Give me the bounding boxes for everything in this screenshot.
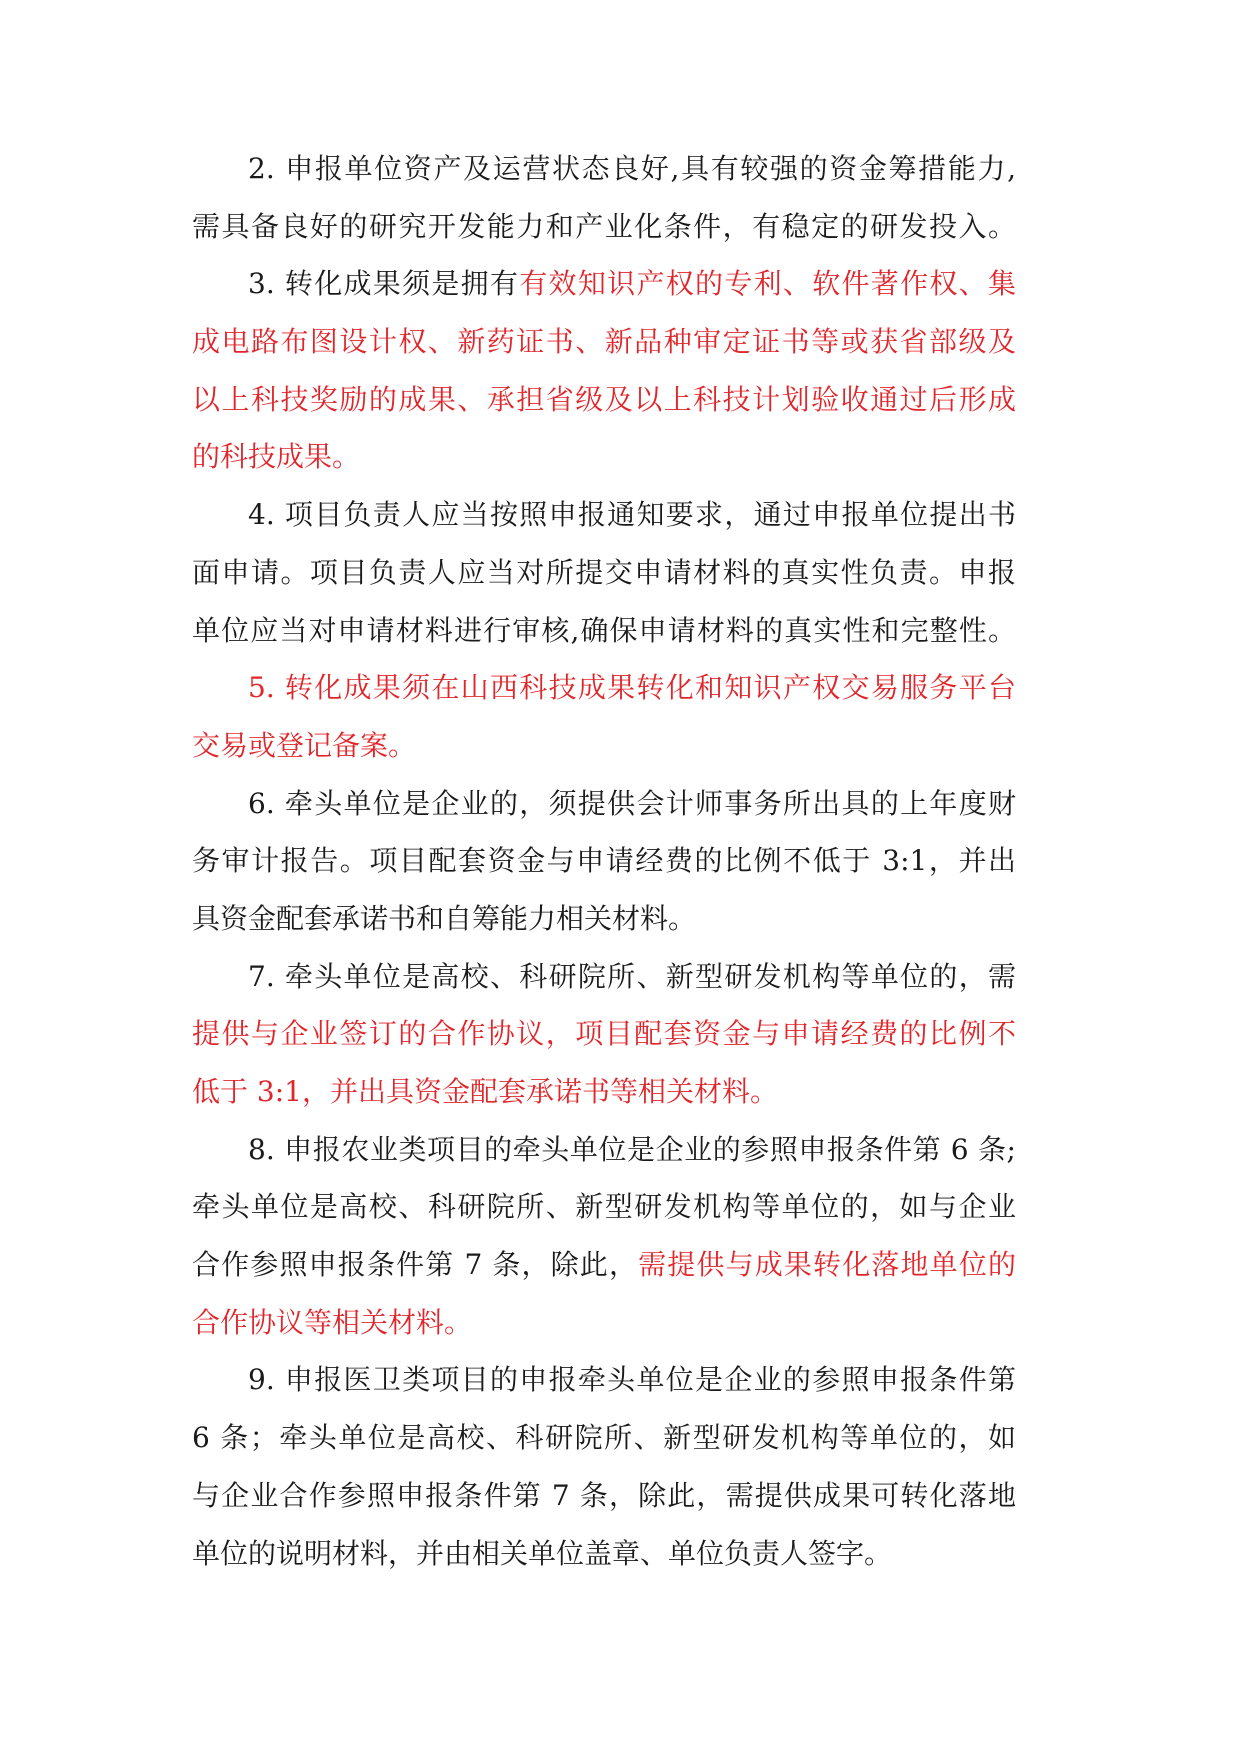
highlighted-text: 以上科技奖励的成果、承担省级及以上科技计划验收通过后形成	[192, 382, 1016, 416]
paragraph-line	[192, 371, 1016, 429]
body-text: 需具备良好的研究开发能力和产业化条件，有稳定的研发投入。	[192, 209, 1016, 243]
body-text: 9. 申报医卫类项目的申报牵头单位是企业的参照申报条件第	[248, 1363, 1016, 1397]
paragraph-line	[192, 140, 1016, 198]
paragraph-line	[192, 1467, 1016, 1525]
paragraph-line	[192, 1236, 1016, 1294]
paragraph-line	[192, 775, 1016, 833]
body-text: 7. 牵头单位是高校、科研院所、新型研发机构等单位的，需	[248, 959, 1016, 993]
paragraph-line	[192, 890, 1016, 948]
highlighted-text: 5. 转化成果须在山西科技成果转化和知识产权交易服务平台	[248, 671, 1016, 705]
highlighted-text: 成电路布图设计权、新药证书、新品种审定证书等或获省部级及	[192, 325, 1016, 359]
paragraph-line	[192, 659, 1016, 717]
highlighted-text: 低于 3:1，并出具资金配套承诺书等相关材料。	[192, 1075, 778, 1108]
paragraph-line	[192, 1063, 1016, 1121]
paragraph-line	[192, 198, 1016, 256]
paragraph-line	[192, 1294, 1016, 1352]
paragraph-line	[192, 1409, 1016, 1467]
body-text: 6. 牵头单位是企业的，须提供会计师事务所出具的上年度财	[248, 786, 1016, 820]
paragraph-line	[192, 717, 1016, 775]
highlighted-text: 交易或登记备案。	[192, 728, 417, 762]
body-text: 8. 申报农业类项目的牵头单位是企业的参照申报条件第 6 条;	[248, 1132, 1016, 1166]
paragraph-line	[192, 1121, 1016, 1179]
body-text: 与企业合作参照申报条件第 7 条，除此，需提供成果可转化落地	[192, 1478, 1016, 1512]
body-text: 2. 申报单位资产及运营状态良好,具有较强的资金筹措能力,	[248, 152, 1016, 185]
document-body	[192, 140, 1016, 1582]
paragraph-line	[192, 948, 1016, 1006]
body-text: 4. 项目负责人应当按照申报通知要求，通过申报单位提出书	[248, 498, 1016, 532]
body-text: 具资金配套承诺书和自筹能力相关材料。	[192, 901, 697, 935]
body-text: 6 条；牵头单位是高校、科研院所、新型研发机构等单位的，如	[192, 1421, 1016, 1455]
body-text: 面申请。项目负责人应当对所提交申请材料的真实性负责。申报	[192, 555, 1016, 589]
paragraph-line	[192, 255, 1016, 313]
highlighted-text: 有效知识产权的专利、软件著作权、集	[519, 267, 1016, 301]
paragraph-line	[192, 1525, 1016, 1583]
highlighted-text: 合作协议等相关材料。	[192, 1305, 473, 1339]
paragraph-line	[192, 1005, 1016, 1063]
paragraph-line	[192, 428, 1016, 486]
highlighted-text: 提供与企业签订的合作协议，项目配套资金与申请经费的比例不	[192, 1017, 1016, 1051]
paragraph-line	[192, 486, 1016, 544]
paragraph-line	[192, 544, 1016, 602]
body-text: 单位的说明材料，并由相关单位盖章、单位负责人签字。	[192, 1536, 893, 1570]
body-text: 3. 转化成果须是拥有	[248, 267, 520, 301]
body-text: 务审计报告。项目配套资金与申请经费的比例不低于 3:1，并出	[192, 844, 1016, 878]
body-text: 单位应当对申请材料进行审核,确保申请材料的真实性和完整性。	[192, 613, 1016, 647]
paragraph-line	[192, 313, 1016, 371]
paragraph-line	[192, 1178, 1016, 1236]
body-text: 合作参照申报条件第 7 条，除此，	[192, 1248, 639, 1282]
paragraph-line	[192, 832, 1016, 890]
body-text: 牵头单位是高校、科研院所、新型研发机构等单位的，如与企业	[192, 1190, 1016, 1224]
highlighted-text: 的科技成果。	[192, 440, 361, 474]
paragraph-line	[192, 602, 1016, 660]
paragraph-line	[192, 1351, 1016, 1409]
highlighted-text: 需提供与成果转化落地单位的	[638, 1248, 1016, 1282]
